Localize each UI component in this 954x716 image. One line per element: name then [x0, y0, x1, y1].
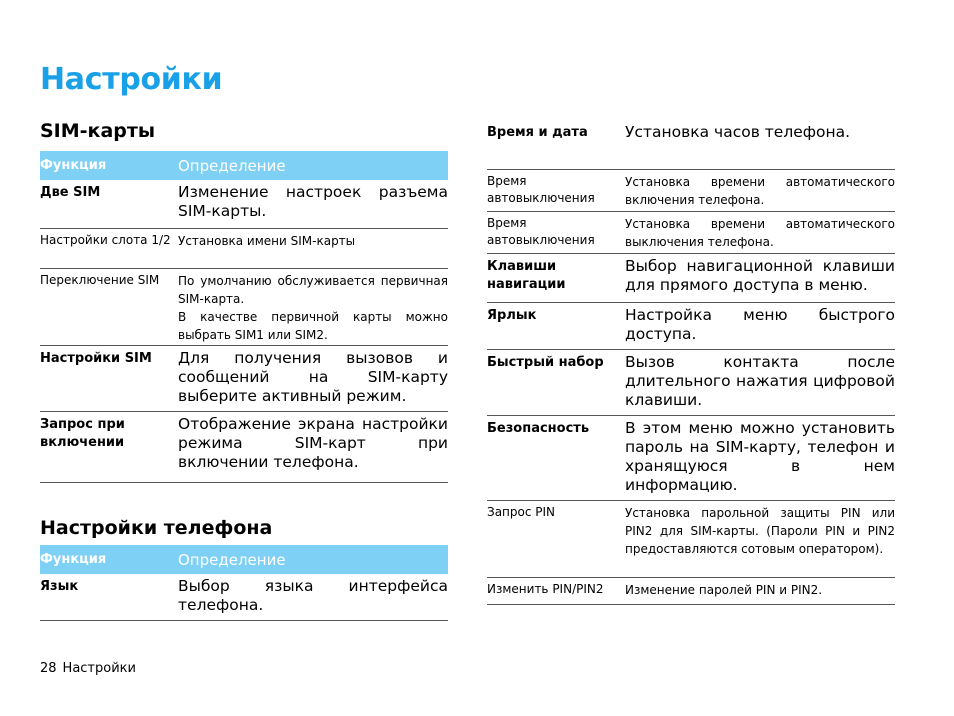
- table-row: [487, 578, 895, 605]
- table-row: [487, 170, 895, 212]
- header-definition: Определение: [178, 550, 286, 569]
- phone-table-header: [40, 545, 448, 574]
- table-row: [40, 574, 448, 621]
- table-row: [487, 501, 895, 578]
- row-key: Время автовыключения: [487, 216, 595, 247]
- row-key: Время и дата: [487, 125, 588, 140]
- row-key: Настройки SIM: [40, 351, 152, 366]
- table-row: [40, 180, 448, 229]
- table-row: [487, 350, 895, 416]
- phone-section-heading: Настройки телефона: [40, 517, 273, 539]
- row-key: Запрос при включении: [40, 417, 125, 450]
- row-key: Язык: [40, 579, 79, 594]
- footer-section: Настройки: [62, 661, 136, 676]
- row-value: В этом меню можно установить пароль на SIM-карту, телефон и хранящуюся в нем информацию.: [625, 419, 895, 494]
- page-footer: [40, 661, 136, 676]
- row-key: Безопасность: [487, 421, 590, 436]
- table-row: [487, 416, 895, 501]
- row-value: Установка времени автоматического включения телефона.: [625, 175, 895, 207]
- row-value: По умолчанию обслуживается первичная SIM-карта.: [178, 274, 448, 306]
- table-row: [487, 254, 895, 303]
- row-value-2: В качестве первичной карты можно выбрать SIM1 или SIM2.: [178, 310, 448, 342]
- right-column: [487, 118, 895, 605]
- table-row: [487, 303, 895, 350]
- row-value: Вызов контакта после длительного нажатия цифровой клавиши.: [625, 353, 895, 409]
- table-row: [40, 346, 448, 412]
- row-key: Быстрый набор: [487, 355, 604, 370]
- page-title: Настройки: [40, 62, 223, 97]
- row-value: Изменение паролей PIN и PIN2.: [625, 583, 823, 597]
- row-value: Выбор навигационной клавиши для прямого доступа в меню.: [625, 257, 895, 294]
- page-number: 28: [40, 661, 57, 676]
- row-key: Настройки слота 1/2: [40, 233, 171, 247]
- row-key: Две SIM: [40, 185, 101, 200]
- table-row: [40, 229, 448, 269]
- row-value: Установка имени SIM-карты: [178, 234, 356, 248]
- row-key: Клавиши навигации: [487, 259, 566, 292]
- sim-section-heading: SIM-карты: [40, 120, 156, 142]
- header-function: Функция: [40, 552, 107, 567]
- table-row: [40, 269, 448, 346]
- row-value-group: [178, 272, 448, 341]
- table-row: [487, 118, 895, 170]
- table-row: [40, 412, 448, 483]
- row-key: Ярлык: [487, 308, 537, 323]
- header-function: Функция: [40, 158, 107, 173]
- row-value: Установка часов телефона.: [625, 123, 851, 141]
- row-key: Изменить PIN/PIN2: [487, 582, 604, 596]
- row-value: Установка времени автоматического выключения телефона.: [625, 217, 895, 249]
- table-row: [487, 212, 895, 254]
- row-value: Для получения вызовов и сообщений на SIM-карту выберите активный режим.: [178, 349, 448, 405]
- row-key: Переключение SIM: [40, 273, 160, 287]
- left-column: [40, 118, 448, 621]
- sim-table-header: [40, 151, 448, 180]
- row-value: Установка парольной защиты PIN или PIN2 для SIM-карты. (Пароли PIN и PIN2 предоставляются сотовым оператором).: [625, 506, 895, 556]
- row-value: Отображение экрана настройки режима SIM-карт при включении телефона.: [178, 415, 448, 471]
- row-key: Запрос PIN: [487, 505, 556, 519]
- row-value: Выбор языка интерфейса телефона.: [178, 577, 448, 614]
- header-definition: Определение: [178, 156, 286, 175]
- row-value: Изменение настроек разъема SIM-карты.: [178, 183, 448, 220]
- row-value: Настройка меню быстрого доступа.: [625, 306, 895, 343]
- row-key: Время автовыключения: [487, 174, 595, 205]
